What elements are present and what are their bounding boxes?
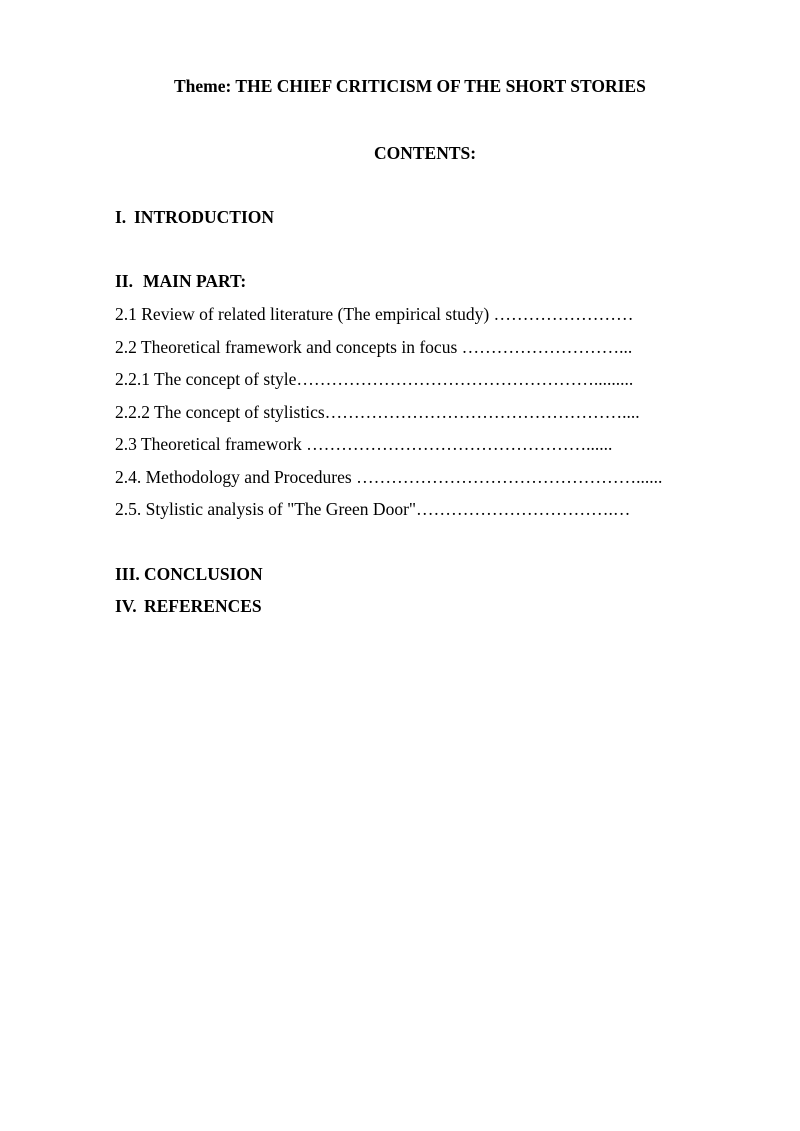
section-number: IV. (115, 596, 137, 616)
section-title: MAIN PART: (143, 271, 247, 291)
section-number: III. (115, 564, 140, 584)
contents-heading: CONTENTS: (374, 143, 477, 163)
toc-item: 2.2.1 The concept of style……………………………………………......... (115, 369, 634, 389)
toc-item: 2.3 Theoretical framework …………………………………………...... (115, 434, 613, 454)
toc-item: 2.4. Methodology and Procedures …………………………………………...... (115, 466, 663, 487)
toc-list (115, 303, 662, 531)
section-main-part (115, 271, 246, 292)
toc-item: 2.2.2 The concept of stylistics…………………………………………….... (115, 401, 640, 422)
document-theme: Theme: THE CHIEF CRITICISM OF THE SHORT STORIES (174, 76, 646, 96)
toc-item: 2.5. Stylistic analysis of "The Green Door"…………………………….… (115, 499, 631, 519)
section-references (115, 596, 262, 617)
section-number: I. (115, 207, 127, 227)
section-number: II. (115, 271, 133, 291)
section-title: CONCLUSION (144, 564, 263, 584)
toc-item: 2.1 Review of related literature (The empirical study) …………………… (115, 304, 634, 324)
section-title: INTRODUCTION (134, 207, 275, 227)
section-title: REFERENCES (144, 596, 262, 616)
section-conclusion (115, 564, 263, 585)
toc-item: 2.2 Theoretical framework and concepts in focus ………………………... (115, 336, 633, 357)
section-introduction (115, 207, 274, 228)
